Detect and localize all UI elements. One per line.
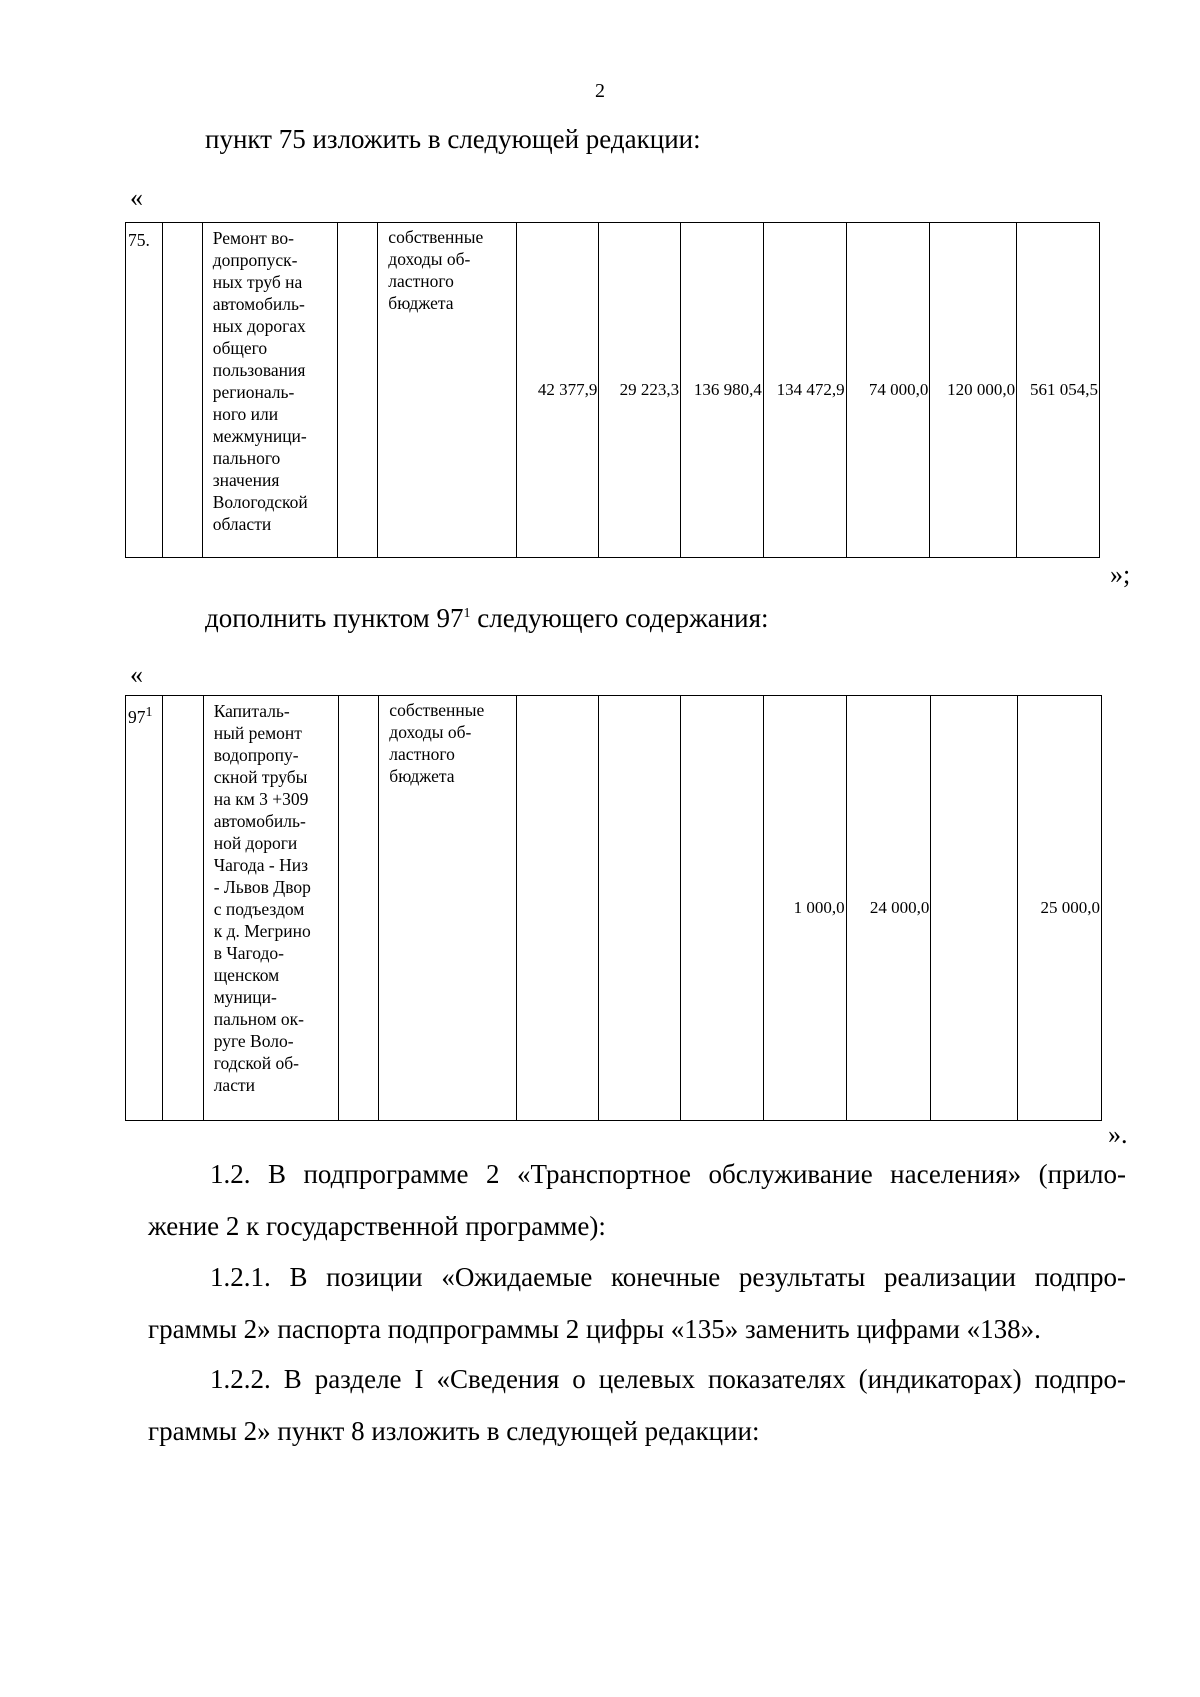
paragraph-line: 1.2.2. В разделе I «Сведения о целевых показателях (индикаторах) подпро- [210, 1364, 1126, 1394]
object-name: Ремонт во- допропуск- ных труб на автомобиль- ных дорогах общего пользования региональ- ного или межмуници- пального значения Вологодской области [212, 228, 308, 534]
value-cell: 29 223,3 [599, 223, 681, 558]
section2-intro [205, 603, 769, 634]
paragraph-line: граммы 2» пункт 8 изложить в следующей редакции: [148, 1416, 760, 1446]
intro-suffix: следующего содержания: [470, 603, 769, 633]
row-number [126, 696, 163, 1121]
object-name-cell [203, 696, 338, 1121]
paragraph-line: 1.2. В подпрограмме 2 «Транспортное обслуживание населения» (прило- [210, 1159, 1126, 1189]
value-cell [681, 696, 764, 1121]
funding-source-cell [379, 696, 516, 1121]
section1-table [125, 222, 1100, 558]
object-name-cell [202, 223, 337, 558]
row-number-base: 97 [128, 706, 146, 727]
value-cell: 120 000,0 [930, 223, 1017, 558]
section2-table [125, 695, 1102, 1121]
paragraph-1-2-2 [148, 1353, 1126, 1457]
object-name: Капиталь- ный ремонт водопропу- скной трубы на км 3 +309 автомобиль- ной дороги Чагода - Низ - Львов Двор с подъездом к д. Мегрино в Чагодо- щенском муници- пальном ок- руге Воло- годской об- ласти [213, 701, 311, 1095]
page-number: 2 [595, 80, 605, 102]
value-cell: 1 000,0 [763, 696, 846, 1121]
value-cell [516, 696, 599, 1121]
empty-cell [338, 696, 378, 1121]
section1-close-quote: »; [1110, 560, 1131, 589]
value-cell: 134 472,9 [763, 223, 846, 558]
paragraph-line: 1.2.1. В позиции «Ожидаемые конечные результаты реализации подпро- [210, 1262, 1126, 1292]
row-number: 75. [126, 223, 163, 558]
funding-source: собственные доходы об- ластного бюджета [389, 700, 485, 786]
intro-prefix: дополнить пунктом 97 [205, 603, 464, 633]
intro-superscript: 1 [463, 606, 471, 621]
funding-source-cell [378, 223, 516, 558]
total-value-cell: 25 000,0 [1018, 696, 1102, 1121]
value-cell: 24 000,0 [846, 696, 931, 1121]
value-cell [931, 696, 1018, 1121]
row-number-superscript: 1 [145, 705, 153, 720]
section1-intro: пункт 75 изложить в следующей редакции: [205, 124, 701, 154]
value-cell: 74 000,0 [846, 223, 930, 558]
empty-cell [163, 696, 203, 1121]
section1-open-quote: « [130, 183, 143, 212]
value-cell: 42 377,9 [516, 223, 599, 558]
table-row [126, 223, 1100, 558]
table-row [126, 696, 1102, 1121]
paragraph-1-2-1 [148, 1251, 1126, 1355]
empty-cell [163, 223, 202, 558]
total-value-cell: 561 054,5 [1017, 223, 1100, 558]
section2-close-quote: ». [1108, 1120, 1128, 1149]
value-cell: 136 980,4 [681, 223, 764, 558]
empty-cell [337, 223, 377, 558]
paragraph-line: граммы 2» паспорта подпрограммы 2 цифры «135» заменить цифрами «138». [148, 1314, 1041, 1344]
funding-source: собственные доходы об- ластного бюджета [388, 227, 484, 313]
value-cell [599, 696, 681, 1121]
section2-open-quote: « [130, 660, 143, 689]
paragraph-line: жение 2 к государственной программе): [148, 1211, 606, 1241]
paragraph-1-2 [148, 1148, 1126, 1252]
